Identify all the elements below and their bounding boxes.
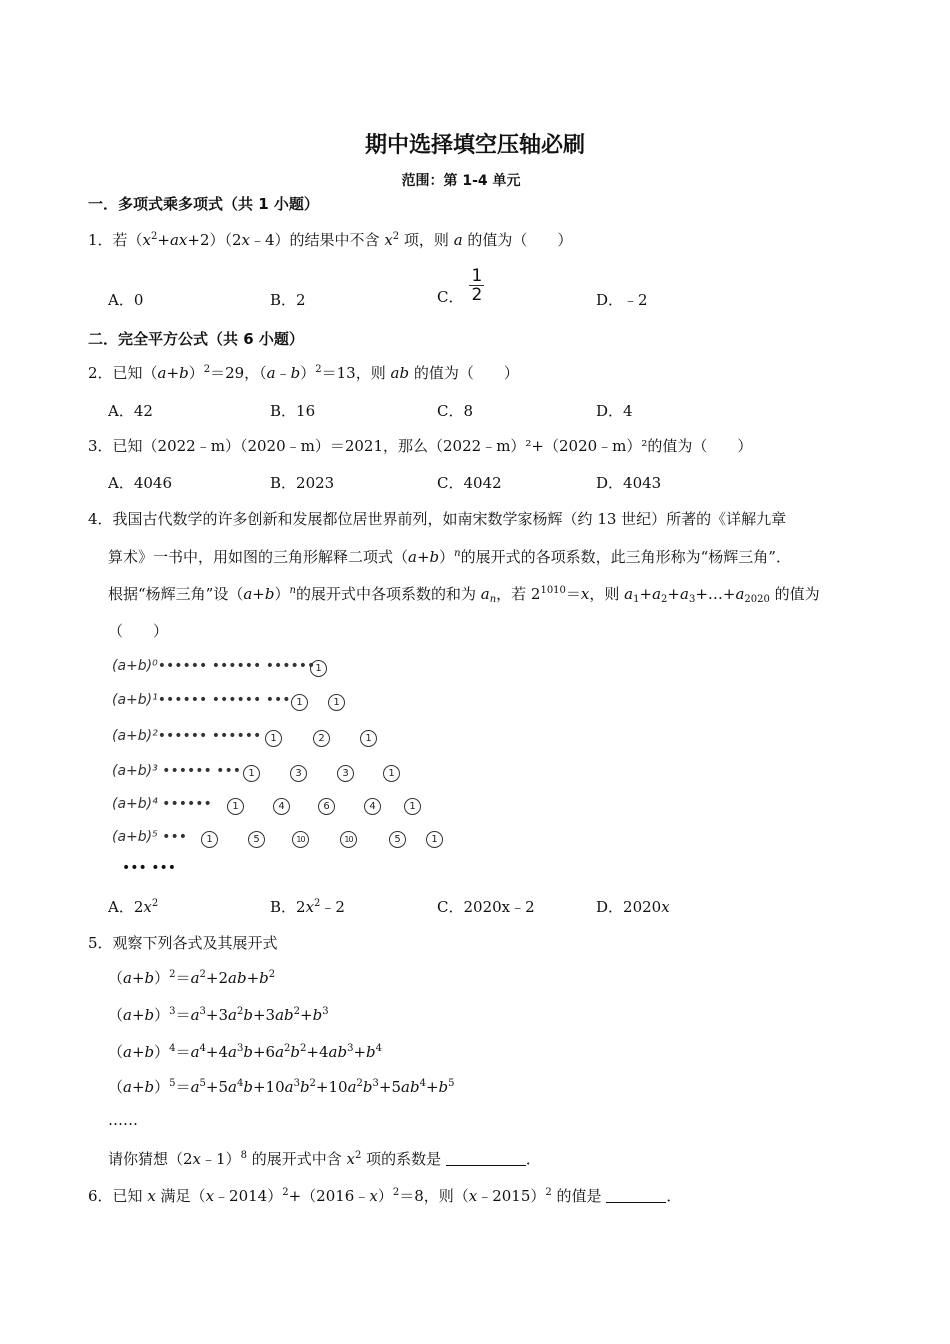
section-heading-1: 一．多项式乘多项式（共 1 小题） — [88, 195, 319, 213]
q2-option-a: A．42 — [108, 402, 153, 420]
triangle-coefficient: 1 — [201, 831, 218, 848]
triangle-coefficient: 1 — [310, 660, 327, 677]
expansion-cube: $(a+b)^3=a^3+3a^2b+3ab^2+b^3$ — [108, 1006, 329, 1024]
q4-option-a: A．$2x^2$ — [108, 898, 159, 916]
question-4-line-1: 4．我国古代数学的许多创新和发展都位居世界前列，如南宋数学家杨辉（约 13 世纪）所著的《详解九章 — [88, 510, 787, 528]
triangle-coefficient: 1 — [243, 765, 260, 782]
question-4-line-4: （ ） — [108, 622, 169, 640]
q2-option-b: B．16 — [270, 402, 316, 420]
expansion-fourth: $(a+b)^4=a^4+4a^3b+6a^2b^2+4ab^3+b^4$ — [108, 1043, 382, 1061]
q4-option-b: B．$2x^2﹣2$ — [270, 898, 345, 916]
answer-blank[interactable] — [446, 1151, 526, 1166]
question-4-line-2: 算术》一书中，用如图的三角形解释二项式$(a+b)^n$的展开式的各项系数，此三角形称为“杨辉三角”． — [108, 548, 791, 566]
q2-option-d: D．4 — [596, 402, 633, 420]
question-5-prompt: 请你猜想（2x﹣1）$^8$ 的展开式中含 $x^2$ 项的系数是 ． — [108, 1150, 541, 1168]
q4-option-d: D．2020x — [596, 898, 670, 916]
question-3: 3．已知（2022﹣m）（2020﹣m）＝2021，那么（2022﹣m）²+（2020﹣m）²的值为（ ） — [88, 437, 753, 455]
triangle-coefficient: 3 — [290, 765, 307, 782]
triangle-coefficient: 1 — [265, 730, 282, 747]
triangle-coefficient: 10 — [340, 831, 357, 848]
q1-option-b: B．2 — [270, 291, 306, 309]
answer-blank[interactable] — [606, 1188, 666, 1203]
fraction-denominator: 2 — [471, 285, 483, 305]
q1-option-d: D．﹣2 — [596, 291, 648, 309]
triangle-row-label: (a+b)⁵ ••• — [112, 829, 187, 845]
triangle-coefficient: 5 — [248, 831, 265, 848]
question-5-intro: 5．观察下列各式及其展开式 — [88, 934, 278, 952]
triangle-ellipsis: ••• ••• — [122, 860, 176, 876]
fraction-one-half — [469, 267, 484, 304]
triangle-row-label: (a+b)¹•••••• •••••• ••• — [112, 692, 291, 708]
q2-option-c: C．8 — [437, 402, 474, 420]
triangle-coefficient: 2 — [313, 730, 330, 747]
question-2: 2．已知$(a+b)^2=29$，（a﹣b）$^2$＝13，则 ab 的值为（ ） — [88, 364, 519, 382]
triangle-coefficient: 1 — [291, 694, 308, 711]
triangle-coefficient: 3 — [337, 765, 354, 782]
triangle-row-label: (a+b)⁴ •••••• — [112, 796, 212, 812]
q3-option-d: D．4043 — [596, 474, 662, 492]
page-subtitle: 范围：第 1-4 单元 — [401, 173, 521, 189]
triangle-coefficient: 1 — [328, 694, 345, 711]
q1-option-c — [437, 264, 484, 307]
triangle-coefficient: 1 — [404, 798, 421, 815]
q3-option-b: B．2023 — [270, 474, 335, 492]
question-4-line-3: 根据“杨辉三角”设$(a+b)^n$的展开式中各项系数的和为 $a_n$，若 $2^{1010}=x$，则 $a_1+a_2+a_3+\dots+a_{2020}$ 的值为 — [108, 585, 820, 605]
triangle-coefficient: 1 — [227, 798, 244, 815]
q4-option-c: C．2020x﹣2 — [437, 898, 535, 916]
question-6: 6．已知 x 满足（x﹣2014）$^2$+（2016﹣x）$^2$＝8，则（x﹣2015）$^2$ 的值是 ． — [88, 1187, 682, 1205]
triangle-row-label: (a+b)⁰•••••• •••••• •••••• — [112, 658, 316, 674]
page-title: 期中选择填空压轴必刷 — [364, 133, 585, 158]
triangle-coefficient: 6 — [318, 798, 335, 815]
q3-option-c: C．4042 — [437, 474, 502, 492]
section-heading-2: 二．完全平方公式（共 6 小题） — [88, 330, 304, 348]
triangle-coefficient: 5 — [389, 831, 406, 848]
triangle-row-label: (a+b)³ •••••• ••• — [112, 763, 241, 779]
triangle-row-label: (a+b)²•••••• •••••• — [112, 728, 262, 744]
ellipsis: …… — [108, 1111, 138, 1129]
expansion-square: $(a+b)^2=a^2+2ab+b^2$ — [108, 969, 276, 987]
triangle-coefficient: 10 — [292, 831, 309, 848]
triangle-coefficient: 4 — [273, 798, 290, 815]
fraction-numerator: 1 — [471, 266, 483, 286]
triangle-coefficient: 1 — [383, 765, 400, 782]
expansion-fifth: $(a+b)^5=a^5+5a^4b+10a^3b^2+10a^2b^3+5ab^4+b^5$ — [108, 1078, 455, 1096]
q1-option-c-label: C． — [437, 288, 464, 306]
triangle-coefficient: 1 — [426, 831, 443, 848]
triangle-coefficient: 4 — [364, 798, 381, 815]
question-1: 1．若$(x^2+ax+2)(2x﹣4)$的结果中不含 $x^2$ 项，则 a 的值为（ ） — [88, 231, 573, 249]
q1-option-a: A．0 — [108, 291, 144, 309]
triangle-coefficient: 1 — [360, 730, 377, 747]
q3-option-a: A．4046 — [108, 474, 173, 492]
